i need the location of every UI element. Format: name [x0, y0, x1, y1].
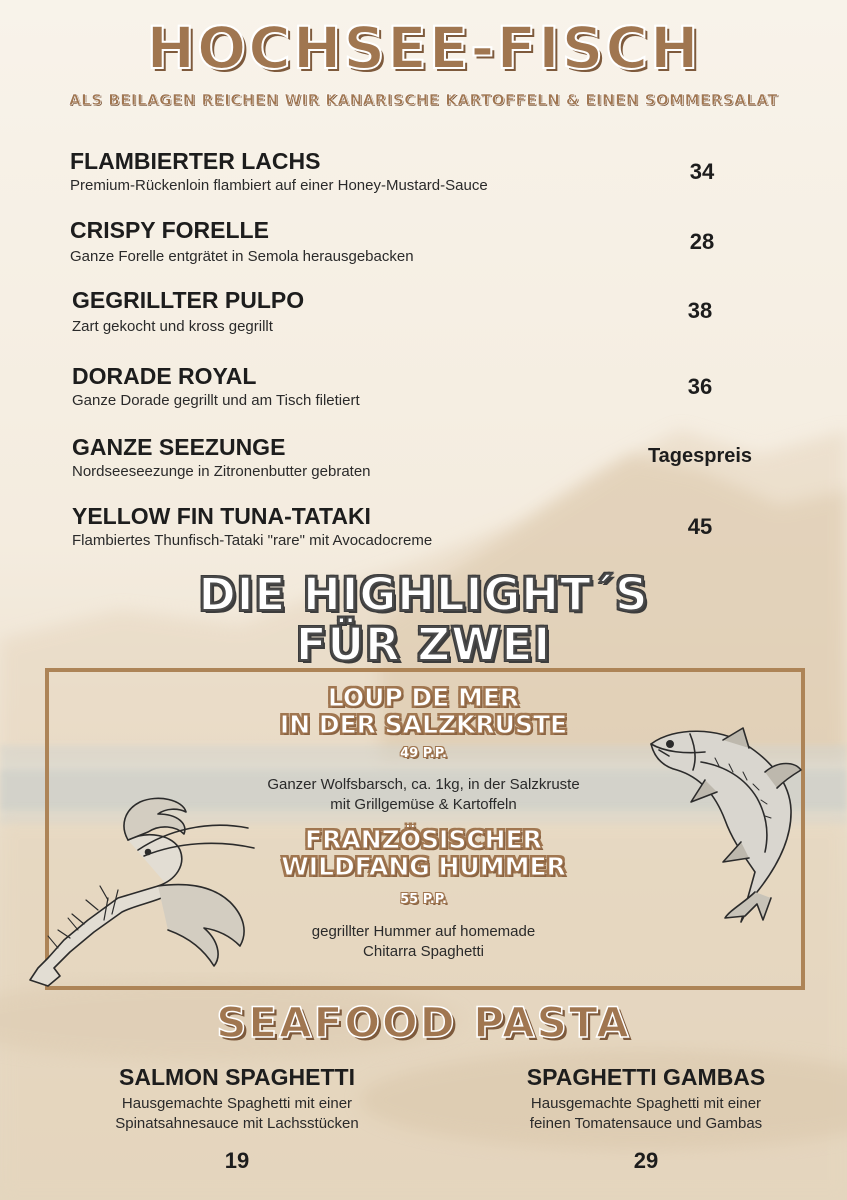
menu-item-price: Tagespreis [647, 445, 753, 467]
lobster-illustration-icon [8, 790, 258, 995]
menu-item-price: 38 [687, 298, 713, 323]
menu-item-crispy-forelle [70, 217, 414, 267]
highlights-title [0, 570, 847, 670]
pasta-item-description [87, 1094, 387, 1134]
menu-item-description: Nordseeseezunge in Zitronenbutter gebraten [72, 463, 371, 480]
menu-item-dorade-royal [72, 363, 360, 411]
pasta-item-name: SPAGHETTI GAMBAS [526, 1064, 766, 1090]
menu-item-yellow-fin-tuna-tataki [72, 503, 432, 551]
menu-item-price: 28 [689, 229, 715, 254]
highlight-desc-line1: Ganzer Wolfsbarsch, ca. 1kg, in der Salzkruste [267, 776, 580, 793]
pasta-desc-line2: Spinatsahnesauce mit Lachsstücken [115, 1115, 359, 1132]
menu-item-name: GEGRILLTER PULPO [72, 287, 305, 313]
menu-item-description: Flambiertes Thunfisch-Tataki "rare" mit Avocadocreme [72, 532, 433, 549]
pasta-desc-line1: Hausgemachte Spaghetti mit einer [121, 1095, 353, 1112]
highlight-desc-line2: Chitarra Spaghetti [363, 943, 484, 960]
highlights-title-line1: DIE HIGHLIGHT´S [198, 568, 649, 621]
pasta-desc-line2: feinen Tomatensauce und Gambas [529, 1115, 763, 1132]
menu-item-name: YELLOW FIN TUNA-TATAKI [72, 503, 371, 529]
menu-item-price: 34 [689, 159, 715, 184]
pasta-item-description [496, 1094, 796, 1134]
menu-item-name: DORADE ROYAL [72, 363, 257, 389]
menu-item-description: Premium-Rückenloin flambiert auf einer Honey-Mustard-Sauce [70, 177, 488, 194]
menu-item-name: CRISPY FORELLE [70, 217, 269, 243]
salmon-illustration-icon [645, 722, 805, 927]
pasta-item-price: 29 [633, 1148, 659, 1173]
highlight-item-price: 49 P.P. [400, 746, 447, 761]
menu-item-flambierter-lachs [70, 148, 488, 196]
pasta-section-title: SEAFOOD PASTA [216, 998, 631, 1047]
menu-item-price: 45 [687, 514, 713, 539]
highlights-title-line2: FÜR ZWEI [295, 618, 552, 671]
menu-item-description: Zart gekocht und kross gegrillt [72, 318, 273, 335]
menu-item-ganze-seezunge [72, 434, 371, 482]
pasta-desc-line1: Hausgemachte Spaghetti mit einer [530, 1095, 762, 1112]
pasta-item-price: 19 [224, 1148, 250, 1173]
highlight-desc-line1: gegrillter Hummer auf homemade [311, 923, 536, 940]
highlight-name-line1: LOUP DE MER [327, 683, 520, 712]
pasta-item-spaghetti-gambas [496, 1064, 796, 1174]
highlight-item-price: 55 P.P. [400, 892, 447, 907]
page-title: HOCHSEE-FISCH [146, 14, 701, 82]
highlight-name-line2: WILDFANG HUMMER [281, 852, 566, 881]
menu-item-name: FLAMBIERTER LACHS [70, 148, 321, 174]
menu-item-name: GANZE SEEZUNGE [72, 434, 286, 460]
highlight-name-line2: IN DER SALZKRUSTE [279, 710, 568, 739]
page-subtitle: ALS BEILAGEN REICHEN WIR KANARISCHE KARTOFFELN & EINEN SOMMERSALAT [69, 91, 778, 109]
highlight-desc-line2: mit Grillgemüse & Kartoffeln [330, 796, 517, 813]
pasta-item-salmon-spaghetti [87, 1064, 387, 1174]
menu-item-description: Ganze Dorade gegrillt und am Tisch filetiert [72, 392, 360, 409]
highlight-name-line1: FRANZÖSISCHER [305, 825, 542, 854]
menu-item-description: Ganze Forelle entgrätet in Semola herausgebacken [70, 248, 414, 265]
menu-item-gegrillter-pulpo [72, 287, 304, 337]
pasta-item-name: SALMON SPAGHETTI [119, 1064, 355, 1090]
menu-item-price: 36 [687, 374, 713, 399]
